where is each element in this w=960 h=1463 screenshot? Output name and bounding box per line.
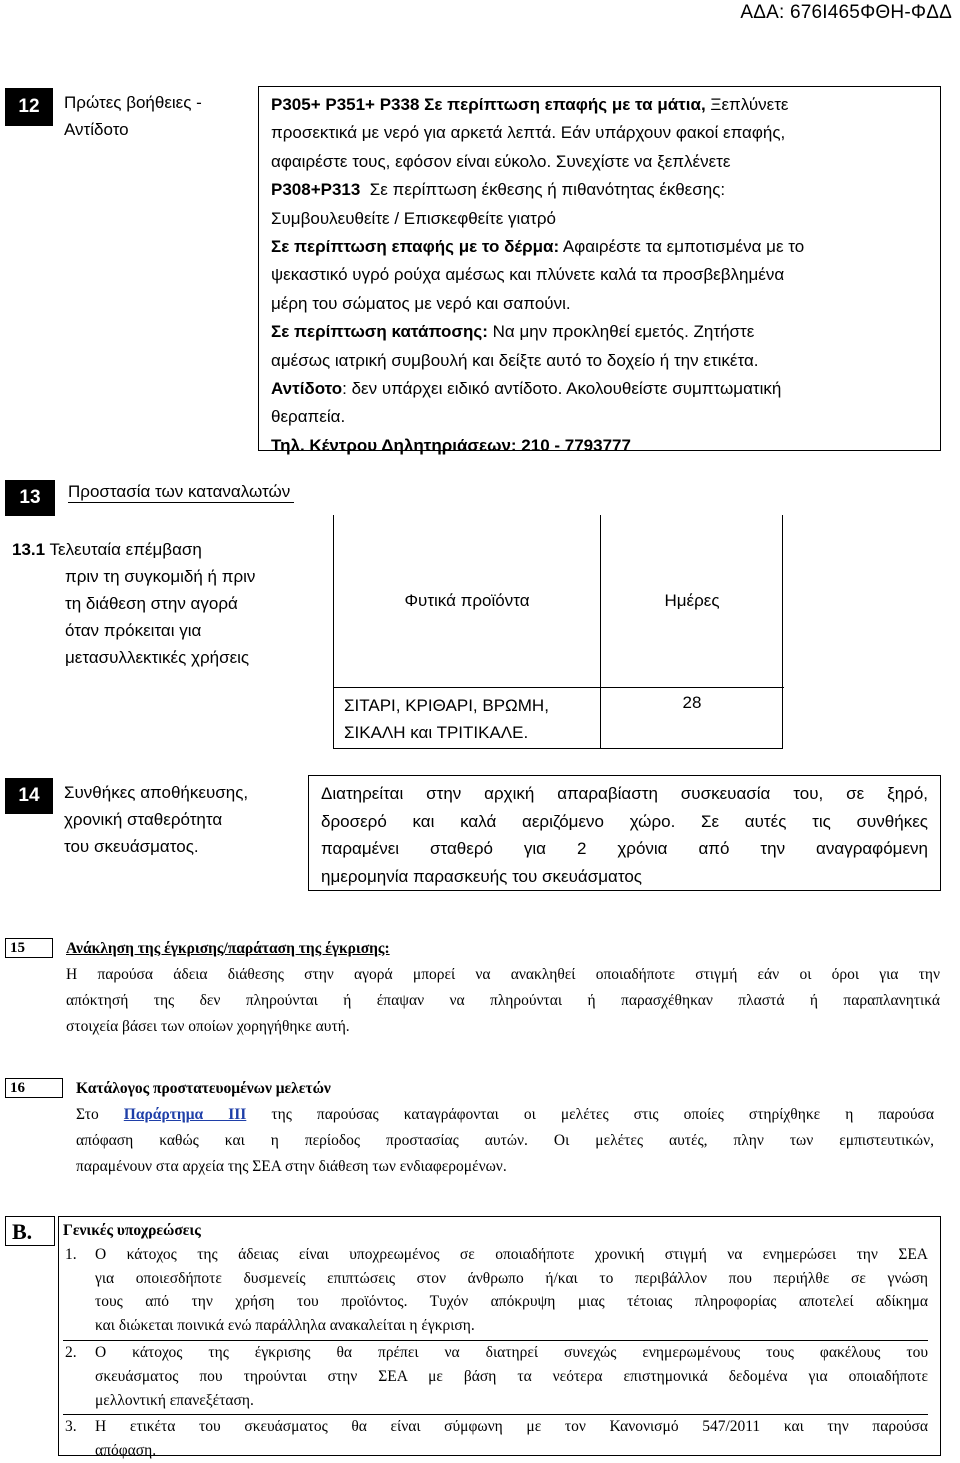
section-13-title: Προστασία των καταναλωτών xyxy=(68,482,294,503)
first-aid-line-7: ψεκαστικό υγρό ρούχα αμέσως και πλύνετε καλά τα προσβεβλημένα xyxy=(271,265,785,285)
section-16-number: 16 xyxy=(5,1078,63,1098)
section-15-content xyxy=(66,936,940,1040)
first-aid-line-3: αφαιρέστε τους, εφόσον είναι εύκολο. Συνεχίστε να ξεπλένετε xyxy=(271,151,731,171)
first-aid-line-6: Σε περίπτωση επαφής με το δέρμα: Αφαιρέστε τα εμποτισμένα με το xyxy=(271,237,805,257)
section-15-number: 15 xyxy=(5,938,53,958)
obligation-item-2: 2. Ο κάτοχος της έγκρισης θα πρέπει να διατηρεί συνεχώς ενημερωμένους τους φακέλους του σκευάσματος που τηρούνται στην ΣΕΑ με βάση τα νεότερα επιστημονικά δεδομένα για οποιαδήποτε μελλοντική επανεξέταση. xyxy=(63,1341,928,1412)
annex-iii-link[interactable]: Παράρτημα ΙΙΙ xyxy=(123,1106,247,1123)
section-12-number: 12 xyxy=(5,88,53,126)
section-15-line-1: Η παρούσα άδεια διάθεσης στην αγορά μπορεί να ανακληθεί οποιαδήποτε στιγμή εάν οι όροι για την xyxy=(66,966,940,983)
section-13-number: 13 xyxy=(5,480,55,516)
section-b-letter: Β. xyxy=(5,1216,55,1246)
section-12-label-line2: Αντίδοτο xyxy=(64,120,129,139)
ada-code: ΑΔΑ: 676Ι465ΦΘΗ-ΦΔΔ xyxy=(740,2,952,23)
section-16-line-2: απόφαση καθώς και η περίοδος προστασίας αυτών. Οι μελέτες αυτές, πλην των εμπιστευτικών, xyxy=(76,1132,934,1149)
obligation-item-3: 3. Η ετικέτα του σκευάσματος θα είναι σύμφωνη με τον Κανονισμό 547/2011 και την παρούσα απόφαση. xyxy=(63,1415,928,1463)
obligation-item-1: 1. Ο κάτοχος της άδειας είναι υποχρεωμένος σε οποιαδήποτε χρονική στιγμή να ενημερώσει την ΣΕΑ για οποιεσδήποτε δυσμενείς επιπτώσεις στον άνθρωπο ή/και το περιβάλλον που περιήλθε σε γνώση τους από την χρήση του προϊόντος. Τυχόν απόκρυψη μιας τέτοιας πληροφορίας αποτελεί αδίκημα και διώκεται ποινικά ενώ παράλληλα ανακαλείται η έγκριση. xyxy=(63,1243,928,1338)
sub-line-4: μετασυλλεκτικές χρήσεις xyxy=(65,648,250,667)
poison-center-phone: Τηλ. Κέντρου Δηλητηριάσεων: 210 - 7793777 xyxy=(271,435,631,455)
section-12-label xyxy=(64,89,249,143)
storage-line-3: παραμένει σταθερό για 2 χρόνια από την αναγραφόμενη xyxy=(321,839,928,858)
section-13-1-number: 13.1 xyxy=(12,540,46,559)
section-16-line-1: Στο Παράρτημα ΙΙΙ της παρούσας καταγράφονται οι μελέτες στις οποίες στηρίχθηκε η παρούσα xyxy=(76,1106,934,1123)
first-aid-line-9: Σε περίπτωση κατάποσης: Να μην προκληθεί εμετός. Ζητήστε xyxy=(271,322,755,342)
storage-line-4: ημερομηνία παρασκευής του σκευάσματος xyxy=(321,866,642,886)
first-aid-line-11: Αντίδοτο: δεν υπάρχει ειδικό αντίδοτο. Ακολουθείστε συμπτωματική xyxy=(271,379,782,399)
first-aid-line-1: P305+ P351+ P338 Σε περίπτωση επαφής με τα μάτια, Ξεπλύνετε xyxy=(271,95,789,114)
section-15-line-2: απόκτησή της δεν πληρούνται ή έπαψαν να πληρούνται ή παρασχέθηκαν πλαστά ή παραπλανητικά xyxy=(66,992,940,1009)
storage-line-2: δροσερό και καλά αεριζόμενο χώρο. Σε αυτές τις συνθήκες xyxy=(321,811,928,831)
storage-line-1: Διατηρείται στην αρχική απαραβίαστη συσκευασία του, σε ξηρό, xyxy=(321,784,928,803)
first-aid-line-12: θεραπεία. xyxy=(271,407,346,427)
obligation-number-3: 3. xyxy=(65,1418,77,1436)
table-header-days: Ημέρες xyxy=(664,591,720,610)
table-header-products: Φυτικά προϊόντα xyxy=(404,591,530,610)
first-aid-line-4: P308+P313 Σε περίπτωση έκθεσης ή πιθανότητας έκθεσης: xyxy=(271,180,726,200)
table-cell-days: 28 xyxy=(682,693,702,712)
sub-line-3: όταν πρόκειται για xyxy=(65,621,202,640)
phi-table-divider-vertical xyxy=(600,515,601,749)
first-aid-line-10: αμέσως ιατρική συμβουλή και δείξτε αυτό το δοχείο ή την ετικέτα. xyxy=(271,350,759,370)
phi-table-divider-horizontal xyxy=(334,687,784,688)
sub-line-0: Τελευταία επέμβαση xyxy=(49,540,202,559)
obligation-number-2: 2. xyxy=(65,1343,77,1361)
section-13-1-label xyxy=(12,536,312,671)
section-16-title: Κατάλογος προστατευομένων μελετών xyxy=(76,1080,331,1097)
general-obligations-box xyxy=(58,1216,941,1460)
storage-box xyxy=(308,775,941,891)
sub-line-2: τη διάθεση στην αγορά xyxy=(65,594,238,613)
table-cell-products: ΣΙΤΑΡΙ, ΚΡΙΘΑΡΙ, ΒΡΩΜΗ, ΣΙΚΑΛΗ και ΤΡΙΤΙΚΑΛΕ. xyxy=(344,696,549,742)
first-aid-line-5: Συμβουλευθείτε / Επισκεφθείτε γιατρό xyxy=(271,208,556,228)
first-aid-line-2: προσεκτικά με νερό για αρκετά λεπτά. Εάν υπάρχουν φακοί επαφής, xyxy=(271,123,786,143)
sub-line-1: πριν τη συγκομιδή ή πριν xyxy=(65,567,256,586)
first-aid-box xyxy=(258,86,941,455)
section-16-content xyxy=(76,1076,934,1180)
section-14-label: Συνθήκες αποθήκευσης, χρονική σταθερότητα του σκευάσματος. xyxy=(64,783,249,856)
phi-table xyxy=(333,515,783,749)
obligation-number-1: 1. xyxy=(65,1245,77,1263)
first-aid-line-8: μέρη του σώματος με νερό και σαπούνι. xyxy=(271,293,571,313)
section-12-label-line1: Πρώτες βοήθειες - xyxy=(64,93,202,112)
section-15-title: Ανάκληση της έγκρισης/παράταση της έγκρισης: xyxy=(66,940,390,957)
section-14-number: 14 xyxy=(5,778,53,814)
section-15-line-3: στοιχεία βάσει των οποίων χορηγήθηκε αυτή. xyxy=(66,1018,350,1035)
section-16-line-3: παραμένουν στα αρχεία της ΣΕΑ στην διάθεση των ενδιαφερομένων. xyxy=(76,1158,507,1175)
general-obligations-title: Γενικές υποχρεώσεις xyxy=(63,1222,201,1239)
